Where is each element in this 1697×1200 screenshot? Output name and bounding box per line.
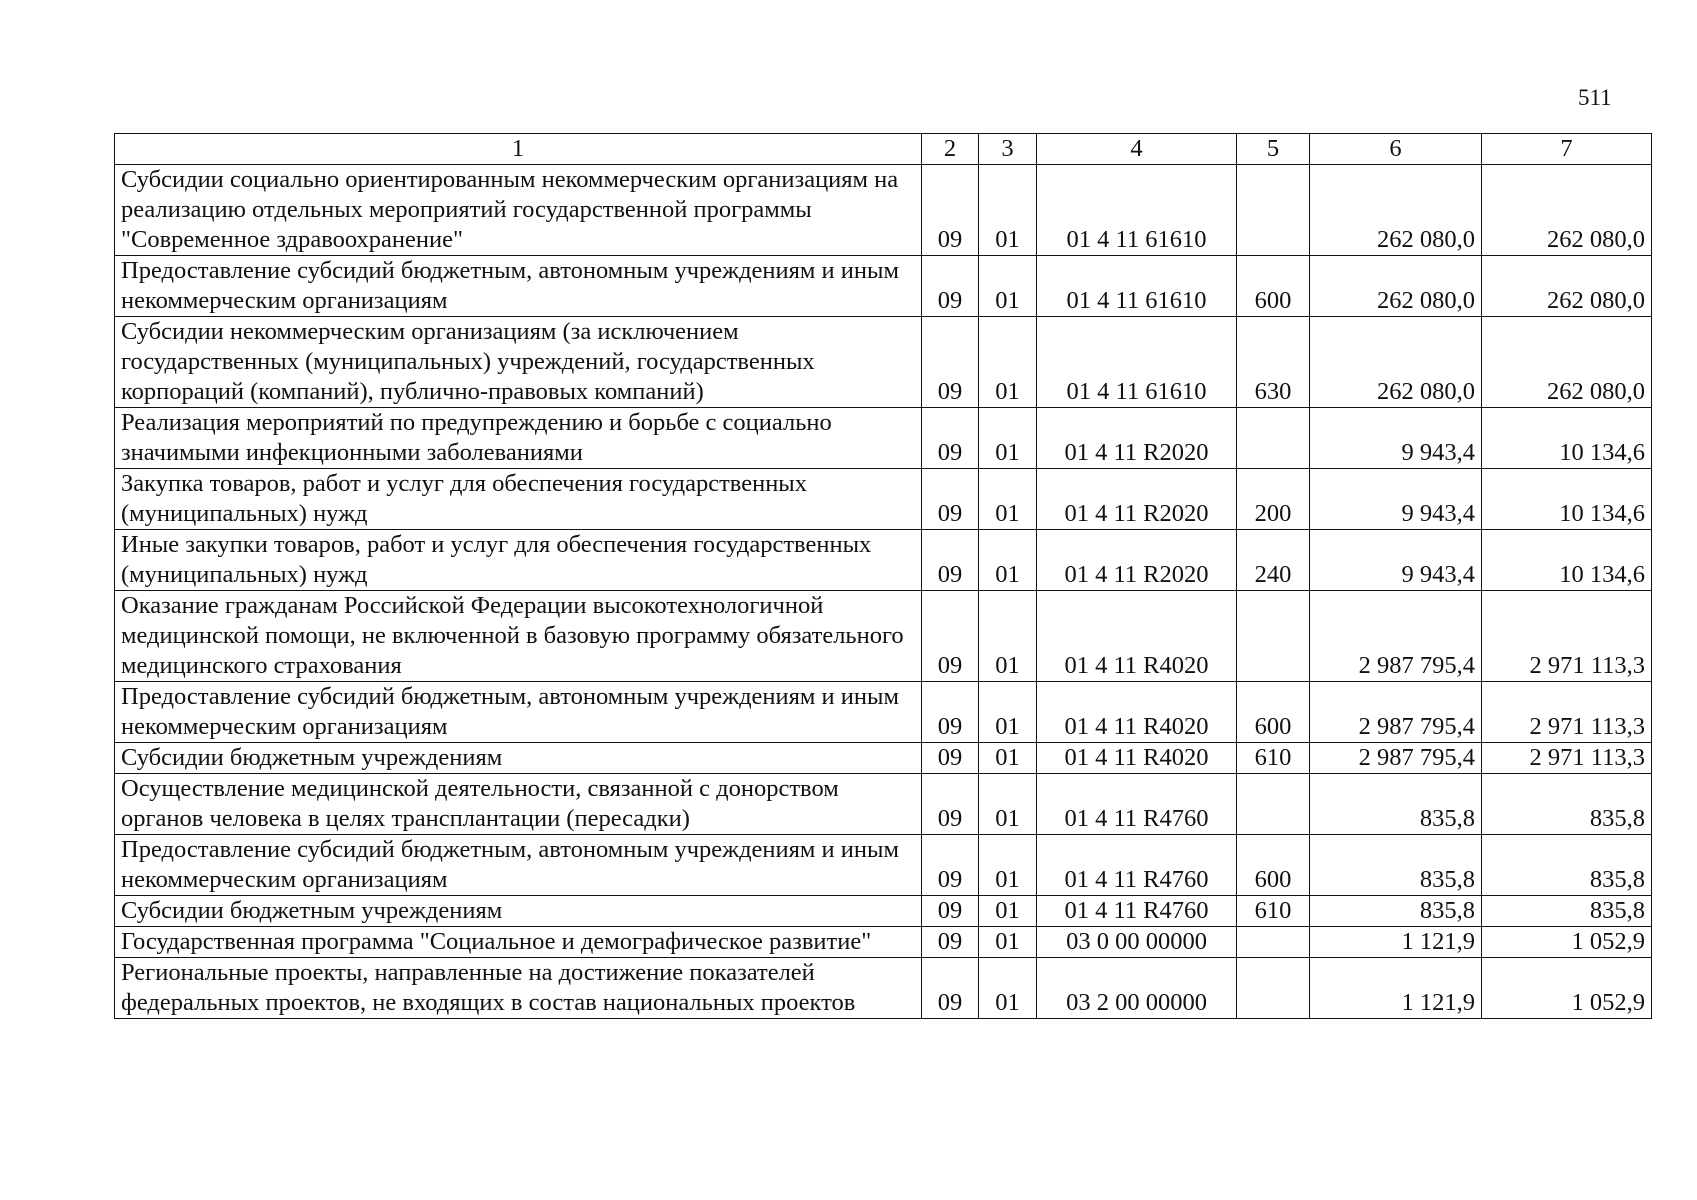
target-article-cell: 01 4 11 R4020 [1037, 591, 1237, 682]
amount-cell: 262 080,0 [1482, 317, 1652, 408]
column-header: 5 [1237, 134, 1310, 165]
expense-type-cell: 200 [1237, 469, 1310, 530]
amount-cell: 2 987 795,4 [1310, 591, 1482, 682]
amount-cell: 9 943,4 [1310, 408, 1482, 469]
subsection-code-cell: 01 [979, 165, 1037, 256]
expense-name-cell: Предоставление субсидий бюджетным, автономным учреждениям и иным некоммерческим организациям [115, 682, 922, 743]
expense-type-cell: 630 [1237, 317, 1310, 408]
subsection-code-cell: 01 [979, 469, 1037, 530]
amount-cell: 835,8 [1482, 896, 1652, 927]
expense-type-cell [1237, 774, 1310, 835]
amount-cell: 2 971 113,3 [1482, 591, 1652, 682]
table-row [115, 896, 1652, 927]
subsection-code-cell: 01 [979, 317, 1037, 408]
expense-name-cell: Региональные проекты, направленные на достижение показателей федеральных проектов, не входящих в состав национальных проектов [115, 958, 922, 1019]
expense-type-cell [1237, 591, 1310, 682]
amount-cell: 835,8 [1482, 774, 1652, 835]
section-code-cell: 09 [922, 530, 979, 591]
subsection-code-cell: 01 [979, 591, 1037, 682]
section-code-cell: 09 [922, 958, 979, 1019]
column-header: 3 [979, 134, 1037, 165]
amount-cell: 10 134,6 [1482, 408, 1652, 469]
expense-name-cell: Государственная программа "Социальное и демографическое развитие" [115, 927, 922, 958]
amount-cell: 835,8 [1310, 835, 1482, 896]
table-row [115, 835, 1652, 896]
column-header: 1 [115, 134, 922, 165]
expense-type-cell: 610 [1237, 896, 1310, 927]
expense-name-cell: Субсидии бюджетным учреждениям [115, 743, 922, 774]
section-code-cell: 09 [922, 743, 979, 774]
expense-type-cell: 610 [1237, 743, 1310, 774]
subsection-code-cell: 01 [979, 958, 1037, 1019]
amount-cell: 835,8 [1310, 896, 1482, 927]
column-header: 6 [1310, 134, 1482, 165]
amount-cell: 2 971 113,3 [1482, 682, 1652, 743]
target-article-cell: 01 4 11 R2020 [1037, 469, 1237, 530]
expense-name-cell: Закупка товаров, работ и услуг для обеспечения государственных (муниципальных) нужд [115, 469, 922, 530]
target-article-cell: 01 4 11 61610 [1037, 256, 1237, 317]
expense-type-cell [1237, 927, 1310, 958]
amount-cell: 835,8 [1482, 835, 1652, 896]
amount-cell: 9 943,4 [1310, 530, 1482, 591]
target-article-cell: 01 4 11 R4020 [1037, 743, 1237, 774]
table-row [115, 165, 1652, 256]
amount-cell: 9 943,4 [1310, 469, 1482, 530]
target-article-cell: 03 0 00 00000 [1037, 927, 1237, 958]
section-code-cell: 09 [922, 591, 979, 682]
section-code-cell: 09 [922, 317, 979, 408]
target-article-cell: 01 4 11 R4020 [1037, 682, 1237, 743]
expense-type-cell: 600 [1237, 682, 1310, 743]
subsection-code-cell: 01 [979, 743, 1037, 774]
expense-type-cell: 600 [1237, 835, 1310, 896]
table-row [115, 774, 1652, 835]
header-row [115, 134, 1652, 165]
amount-cell: 262 080,0 [1482, 165, 1652, 256]
subsection-code-cell: 01 [979, 408, 1037, 469]
amount-cell: 1 121,9 [1310, 927, 1482, 958]
expense-type-cell: 240 [1237, 530, 1310, 591]
table-row [115, 408, 1652, 469]
page-number: 511 [1578, 85, 1612, 110]
section-code-cell: 09 [922, 408, 979, 469]
target-article-cell: 01 4 11 R2020 [1037, 408, 1237, 469]
table-row [115, 469, 1652, 530]
amount-cell: 1 121,9 [1310, 958, 1482, 1019]
table-row [115, 743, 1652, 774]
expense-name-cell: Реализация мероприятий по предупреждению и борьбе с социально значимыми инфекционными заболеваниями [115, 408, 922, 469]
subsection-code-cell: 01 [979, 835, 1037, 896]
section-code-cell: 09 [922, 256, 979, 317]
expense-name-cell: Предоставление субсидий бюджетным, автономным учреждениям и иным некоммерческим организациям [115, 256, 922, 317]
target-article-cell: 01 4 11 61610 [1037, 317, 1237, 408]
subsection-code-cell: 01 [979, 896, 1037, 927]
section-code-cell: 09 [922, 165, 979, 256]
amount-cell: 10 134,6 [1482, 469, 1652, 530]
expense-name-cell: Оказание гражданам Российской Федерации высокотехнологичной медицинской помощи, не включенной в базовую программу обязательного медицинского страхования [115, 591, 922, 682]
expense-type-cell [1237, 165, 1310, 256]
column-header: 4 [1037, 134, 1237, 165]
table-row [115, 256, 1652, 317]
target-article-cell: 01 4 11 61610 [1037, 165, 1237, 256]
budget-table [114, 133, 1652, 1019]
table-row [115, 591, 1652, 682]
section-code-cell: 09 [922, 835, 979, 896]
amount-cell: 262 080,0 [1310, 317, 1482, 408]
expense-type-cell [1237, 408, 1310, 469]
subsection-code-cell: 01 [979, 682, 1037, 743]
amount-cell: 2 987 795,4 [1310, 743, 1482, 774]
expense-name-cell: Предоставление субсидий бюджетным, автономным учреждениям и иным некоммерческим организациям [115, 835, 922, 896]
amount-cell: 2 987 795,4 [1310, 682, 1482, 743]
table-row [115, 958, 1652, 1019]
subsection-code-cell: 01 [979, 256, 1037, 317]
expense-name-cell: Субсидии некоммерческим организациям (за исключением государственных (муниципальных) учреждений, государственных корпораций (компаний), публично-правовых компаний) [115, 317, 922, 408]
section-code-cell: 09 [922, 896, 979, 927]
amount-cell: 262 080,0 [1310, 256, 1482, 317]
subsection-code-cell: 01 [979, 530, 1037, 591]
amount-cell: 262 080,0 [1310, 165, 1482, 256]
target-article-cell: 01 4 11 R4760 [1037, 835, 1237, 896]
section-code-cell: 09 [922, 774, 979, 835]
expense-type-cell: 600 [1237, 256, 1310, 317]
target-article-cell: 03 2 00 00000 [1037, 958, 1237, 1019]
amount-cell: 262 080,0 [1482, 256, 1652, 317]
target-article-cell: 01 4 11 R2020 [1037, 530, 1237, 591]
amount-cell: 10 134,6 [1482, 530, 1652, 591]
amount-cell: 1 052,9 [1482, 927, 1652, 958]
table-row [115, 682, 1652, 743]
amount-cell: 1 052,9 [1482, 958, 1652, 1019]
section-code-cell: 09 [922, 927, 979, 958]
amount-cell: 2 971 113,3 [1482, 743, 1652, 774]
expense-name-cell: Иные закупки товаров, работ и услуг для обеспечения государственных (муниципальных) нужд [115, 530, 922, 591]
column-header: 7 [1482, 134, 1652, 165]
subsection-code-cell: 01 [979, 774, 1037, 835]
table-row [115, 927, 1652, 958]
column-header: 2 [922, 134, 979, 165]
section-code-cell: 09 [922, 682, 979, 743]
expense-name-cell: Осуществление медицинской деятельности, связанной с донорством органов человека в целях трансплантации (пересадки) [115, 774, 922, 835]
expense-name-cell: Субсидии социально ориентированным некоммерческим организациям на реализацию отдельных мероприятий государственной программы "Современное здравоохранение" [115, 165, 922, 256]
amount-cell: 835,8 [1310, 774, 1482, 835]
target-article-cell: 01 4 11 R4760 [1037, 774, 1237, 835]
expense-type-cell [1237, 958, 1310, 1019]
section-code-cell: 09 [922, 469, 979, 530]
subsection-code-cell: 01 [979, 927, 1037, 958]
expense-name-cell: Субсидии бюджетным учреждениям [115, 896, 922, 927]
target-article-cell: 01 4 11 R4760 [1037, 896, 1237, 927]
table-row [115, 317, 1652, 408]
table-row [115, 530, 1652, 591]
